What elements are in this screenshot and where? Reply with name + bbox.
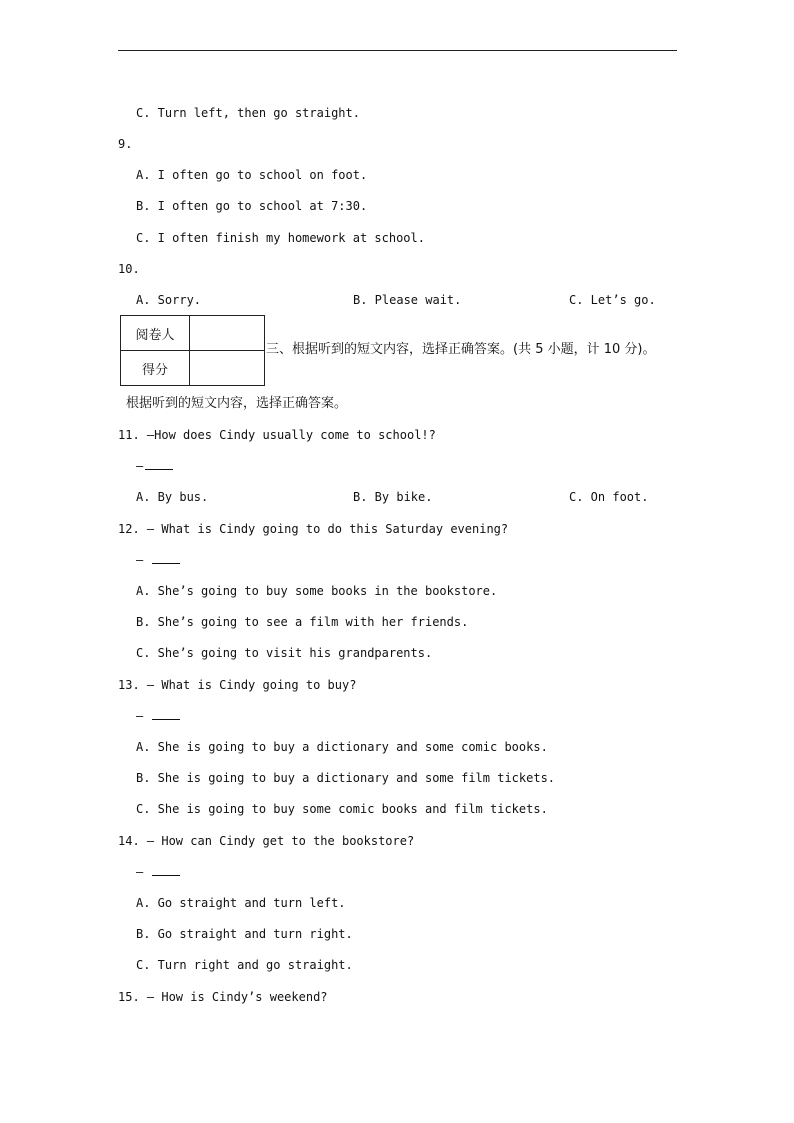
q11-answer-dash: — xyxy=(136,459,144,473)
q12-answer-blank[interactable] xyxy=(152,552,180,564)
reviewer-cell[interactable] xyxy=(190,316,265,351)
q13-answer xyxy=(136,708,180,724)
header-rule xyxy=(118,50,677,51)
q10-number: 10. xyxy=(118,262,140,276)
q11-option-a: A. By bus. xyxy=(136,490,209,504)
q14-option-c: C. Turn right and go straight. xyxy=(136,958,353,972)
q14-option-b: B. Go straight and turn right. xyxy=(136,927,353,941)
q15-stem: 15. — How is Cindy’s weekend? xyxy=(118,990,328,1004)
q10-option-b: B. Please wait. xyxy=(353,293,462,307)
q13-option-b: B. She is going to buy a dictionary and some film tickets. xyxy=(136,771,556,785)
q13-option-a: A. She is going to buy a dictionary and some comic books. xyxy=(136,740,548,754)
q14-answer-blank[interactable] xyxy=(152,864,180,876)
q12-stem: 12. — What is Cindy going to do this Saturday evening? xyxy=(118,522,509,536)
q13-answer-dash: — xyxy=(136,709,144,723)
q12-option-c: C. She’s going to visit his grandparents. xyxy=(136,646,433,660)
q11-option-b: B. By bike. xyxy=(353,490,433,504)
q14-stem: 14. — How can Cindy get to the bookstore? xyxy=(118,834,415,848)
q12-option-a: A. She’s going to buy some books in the bookstore. xyxy=(136,584,498,598)
q11-stem: 11. —How does Cindy usually come to school!? xyxy=(118,428,436,442)
q9-option-b: B. I often go to school at 7:30. xyxy=(136,199,368,213)
q13-stem: 13. — What is Cindy going to buy? xyxy=(118,678,357,692)
q13-option-c: C. She is going to buy some comic books and film tickets. xyxy=(136,802,548,816)
q9-option-a: A. I often go to school on foot. xyxy=(136,168,368,182)
reviewer-label: 阅卷人 xyxy=(121,316,190,351)
q8-option-c: C. Turn left, then go straight. xyxy=(136,106,360,120)
q14-option-a: A. Go straight and turn left. xyxy=(136,896,346,910)
score-box xyxy=(120,315,265,386)
section-3-heading: 三、根据听到的短文内容，选择正确答案。(共 5 小题，计 10 分)。 xyxy=(266,342,656,357)
score-cell[interactable] xyxy=(190,351,265,386)
q10-option-a: A. Sorry. xyxy=(136,293,202,307)
q11-answer-blank[interactable] xyxy=(145,458,173,470)
q13-answer-blank[interactable] xyxy=(152,708,180,720)
section-3-instruction: 根据听到的短文内容，选择正确答案。 xyxy=(126,396,348,411)
q14-answer-dash: — xyxy=(136,865,144,879)
q11-option-c: C. On foot. xyxy=(569,490,649,504)
q9-number: 9. xyxy=(118,137,133,151)
score-label: 得分 xyxy=(121,351,190,386)
q9-option-c: C. I often finish my homework at school. xyxy=(136,231,425,245)
q10-option-c: C. Let’s go. xyxy=(569,293,656,307)
q14-answer xyxy=(136,864,180,880)
q12-answer-dash: — xyxy=(136,553,144,567)
q12-answer xyxy=(136,552,180,568)
q11-answer xyxy=(136,458,173,474)
q12-option-b: B. She’s going to see a film with her friends. xyxy=(136,615,469,629)
